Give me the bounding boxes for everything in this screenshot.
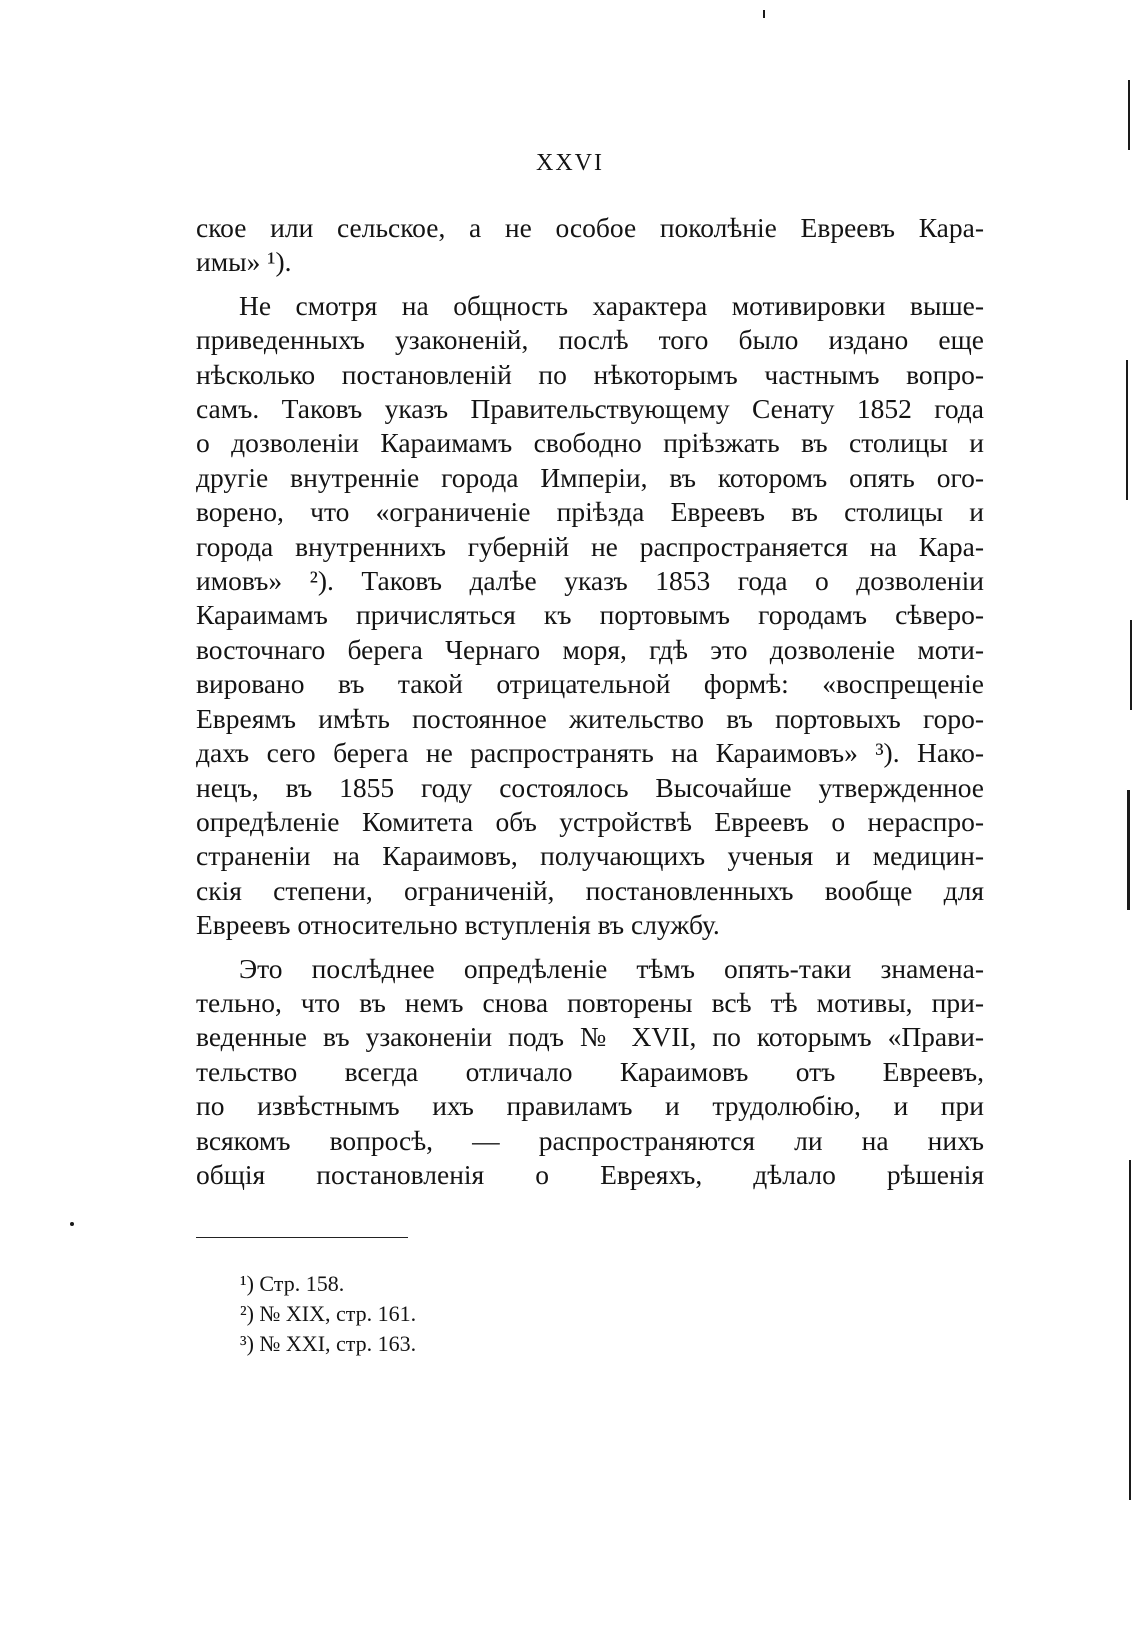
body-line: тельство всегда отличало Караимовъ отъ Евреевъ,: [196, 1055, 984, 1087]
body-line: приведенныхъ узаконеній, послѣ того было издано еще: [196, 324, 984, 356]
body-line: имы» ¹).: [196, 246, 292, 278]
body-line: Евреевъ относительно вступленія въ службу.: [196, 909, 720, 941]
body-line: веденные въ узаконеніи подъ № XVII, по которымъ «Прави-: [196, 1021, 984, 1053]
scan-edge-mark: [1129, 1160, 1131, 1500]
body-line: опредѣленіе Комитета объ устройствѣ Евреевъ о нераспро-: [196, 805, 984, 837]
body-line: восточнаго берега Чернаго моря, гдѣ это дозволеніе моти-: [196, 633, 984, 665]
body-line: нецъ, въ 1855 году состоялось Высочайше утвержденное: [196, 771, 984, 803]
body-line: Евреямъ имѣть постоянное жительство въ портовыхъ горо-: [196, 702, 984, 734]
body-line: всякомъ вопросѣ, — распространяются ли на нихъ: [196, 1124, 984, 1156]
body-line: дахъ сего берега не распространять на Караимовъ» ³). Нако-: [196, 737, 984, 769]
body-line: ворено, что «ограниченіе пріѣзда Евреевъ въ столицы и: [196, 496, 984, 528]
body-line: по извѣстнымъ ихъ правиламъ и трудолюбію, и при: [196, 1090, 984, 1122]
body-line: страненіи на Караимовъ, получающихъ ученыя и медицин-: [196, 840, 984, 872]
scan-speck: [763, 10, 765, 18]
body-line: самъ. Таковъ указъ Правительствующему Сенату 1852 года: [196, 393, 984, 425]
scan-edge-mark: [1128, 80, 1130, 150]
footnote: ¹) Стр. 158.: [240, 1271, 345, 1296]
scan-edge-mark: [1127, 790, 1130, 910]
body-line: Не смотря на общность характера мотивировки выше-: [239, 289, 984, 321]
body-line: тельно, что въ немъ снова повторены всѣ тѣ мотивы, при-: [196, 986, 984, 1018]
body-line: общія постановленія о Евреяхъ, дѣлало рѣшенія: [196, 1158, 984, 1190]
body-line: нѣсколько постановленій по нѣкоторымъ частнымъ вопро-: [196, 358, 984, 390]
footnotes: [240, 1269, 416, 1359]
body-text: [196, 211, 984, 1192]
body-line: Это послѣднее опредѣленіе тѣмъ опять-таки знамена-: [239, 952, 984, 984]
scan-edge-mark: [1126, 360, 1128, 500]
body-line: другіе внутренніе города Имперіи, въ которомъ опять ого-: [196, 461, 984, 493]
body-line: скія степени, ограниченій, постановленныхъ вообще для: [196, 874, 984, 906]
scan-edge-mark: [1130, 620, 1132, 710]
page-number: XXVI: [536, 150, 604, 176]
footnote-rule: [196, 1237, 408, 1238]
body-line: города внутреннихъ губерній не распространяется на Кара-: [196, 530, 984, 562]
body-line: о дозволеніи Караимамъ свободно пріѣзжать въ столицы и: [196, 427, 984, 459]
body-line: вировано въ такой отрицательной формѣ: «воспрещеніе: [196, 668, 984, 700]
footnote: ²) № XIX, стр. 161.: [240, 1301, 417, 1326]
scan-speck: [70, 1222, 74, 1226]
body-line: имовъ» ²). Таковъ далѣе указъ 1853 года о дозволеніи: [196, 565, 984, 597]
body-line: ское или сельское, а не особое поколѣніе Евреевъ Кара-: [196, 212, 984, 243]
footnote: ³) № XXI, стр. 163.: [240, 1331, 417, 1356]
body-line: Караимамъ причисляться къ портовымъ городамъ сѣверо-: [196, 599, 984, 631]
